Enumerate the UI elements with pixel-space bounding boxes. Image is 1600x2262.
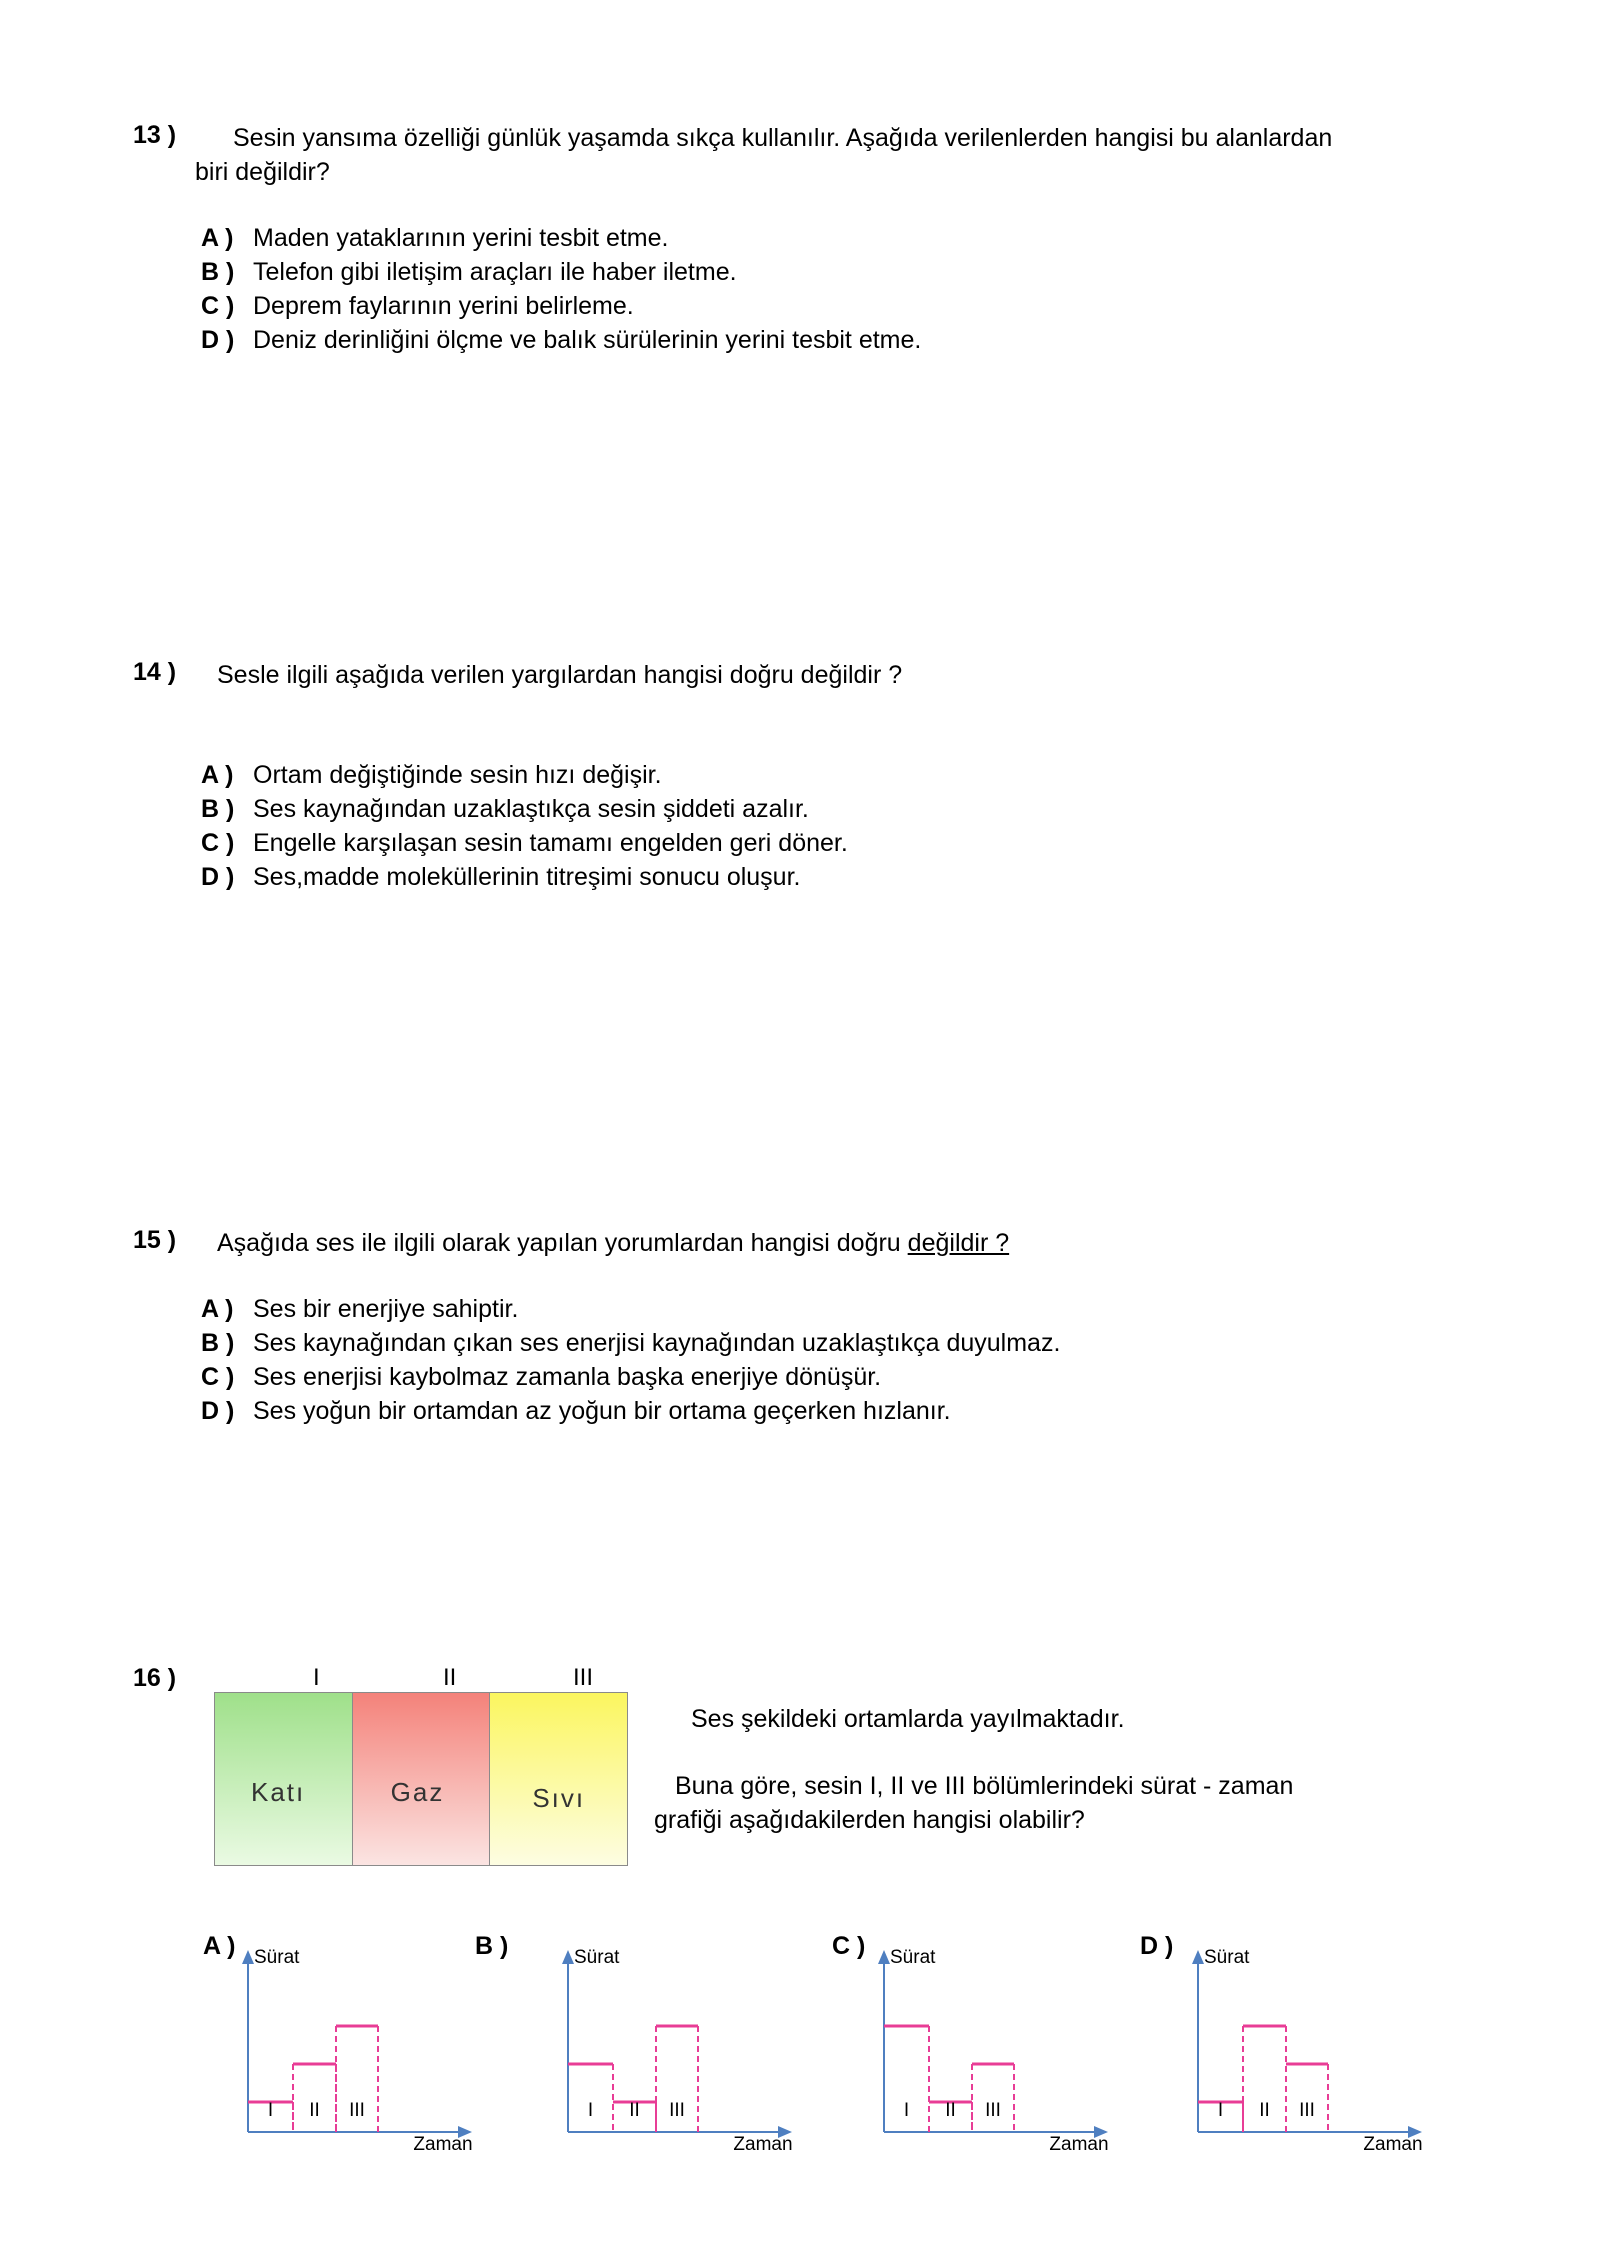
question-16-text1: Ses şekildeki ortamlarda yayılmaktadır. [691, 1705, 1125, 1733]
question-number: 14 ) [133, 658, 177, 686]
question-stem: Sesle ilgili aşağıda verilen yargılardan hangisi doğru değildir ? [217, 661, 903, 689]
graph-option-d[interactable]: D ) [1140, 1932, 1174, 1960]
region-label-iii: III [573, 1664, 594, 1691]
segment-label: I [267, 2100, 274, 2121]
segment-label: I [903, 2100, 910, 2121]
graph-d[interactable] [1188, 1940, 1488, 2150]
x-axis-label: Zaman [413, 2134, 473, 2150]
segment-label: III [349, 2100, 365, 2121]
media-diagram [214, 1692, 628, 1866]
segment-label: I [587, 2100, 594, 2121]
graph-option-b[interactable]: B ) [475, 1932, 509, 1960]
option-b[interactable]: B ) Ses kaynağından çıkan ses enerjisi kaynağından uzaklaştıkça duyulmaz. [201, 1329, 1061, 1357]
question-16-text2a: Buna göre, sesin I, II ve III bölümlerindeki sürat - zaman [675, 1772, 1294, 1800]
segment-label: III [985, 2100, 1001, 2121]
option-b[interactable]: B ) Ses kaynağından uzaklaştıkça sesin şiddeti azalır. [201, 795, 809, 823]
medium-solid: Katı [215, 1693, 353, 1865]
y-axis-arrow-icon [1192, 1950, 1204, 1964]
option-c[interactable]: C ) Engelle karşılaşan sesin tamamı engelden geri döner. [201, 829, 848, 857]
x-axis-label: Zaman [1049, 2134, 1109, 2150]
segment-label: I [1217, 2100, 1224, 2121]
option-c[interactable]: C ) Ses enerjisi kaybolmaz zamanla başka enerjiye dönüşür. [201, 1363, 882, 1391]
option-c[interactable]: C ) Deprem faylarının yerini belirleme. [201, 292, 634, 320]
option-d[interactable]: D ) Ses,madde moleküllerinin titreşimi sonucu oluşur. [201, 863, 801, 891]
question-number: 13 ) [133, 121, 177, 149]
graph-option-a[interactable]: A ) [203, 1932, 236, 1960]
option-b[interactable]: B ) Telefon gibi iletişim araçları ile haber iletme. [201, 258, 737, 286]
segment-label: II [309, 2100, 320, 2121]
graph-a[interactable] [238, 1940, 538, 2150]
region-label-ii: II [443, 1664, 457, 1691]
medium-liquid: Sıvı [490, 1693, 627, 1865]
y-axis-label: Sürat [574, 1947, 620, 1968]
question-stem: Aşağıda ses ile ilgili olarak yapılan yorumlardan hangisi doğru değildir ? [217, 1229, 1010, 1257]
underlined-word: değildir ? [907, 1229, 1010, 1257]
y-axis-arrow-icon [562, 1950, 574, 1964]
question-number-16: 16 ) [133, 1664, 177, 1692]
segment-label: II [1259, 2100, 1270, 2121]
option-a[interactable]: A ) Maden yataklarının yerini tesbit etme. [201, 224, 669, 252]
y-axis-arrow-icon [878, 1950, 890, 1964]
option-a[interactable]: A ) Ses bir enerjiye sahiptir. [201, 1295, 519, 1323]
question-16-text2b: grafiği aşağıdakilerden hangisi olabilir? [654, 1806, 1085, 1834]
y-axis-label: Sürat [254, 1947, 300, 1968]
question-number: 15 ) [133, 1226, 177, 1254]
question-stem-line1: Sesin yansıma özelliği günlük yaşamda sıkça kullanılır. Aşağıda verilenlerden hangisi bu alanlardan [233, 124, 1333, 152]
y-axis-label: Sürat [1204, 1947, 1250, 1968]
option-a[interactable]: A ) Ortam değiştiğinde sesin hızı değişir. [201, 761, 662, 789]
medium-gas: Gaz [353, 1693, 491, 1865]
x-axis-label: Zaman [733, 2134, 793, 2150]
graph-option-c[interactable]: C ) [832, 1932, 866, 1960]
graph-c[interactable] [874, 1940, 1174, 2150]
y-axis-label: Sürat [890, 1947, 936, 1968]
graph-b[interactable] [558, 1940, 858, 2150]
option-d[interactable]: D ) Ses yoğun bir ortamdan az yoğun bir ortama geçerken hızlanır. [201, 1397, 951, 1425]
option-d[interactable]: D ) Deniz derinliğini ölçme ve balık sürülerinin yerini tesbit etme. [201, 326, 922, 354]
segment-label: III [1299, 2100, 1315, 2121]
x-axis-label: Zaman [1363, 2134, 1423, 2150]
region-label-i: I [313, 1664, 320, 1691]
segment-label: III [669, 2100, 685, 2121]
question-stem-line2: biri değildir? [195, 158, 330, 186]
segment-label: II [629, 2100, 640, 2121]
segment-label: II [945, 2100, 956, 2121]
y-axis-arrow-icon [242, 1950, 254, 1964]
